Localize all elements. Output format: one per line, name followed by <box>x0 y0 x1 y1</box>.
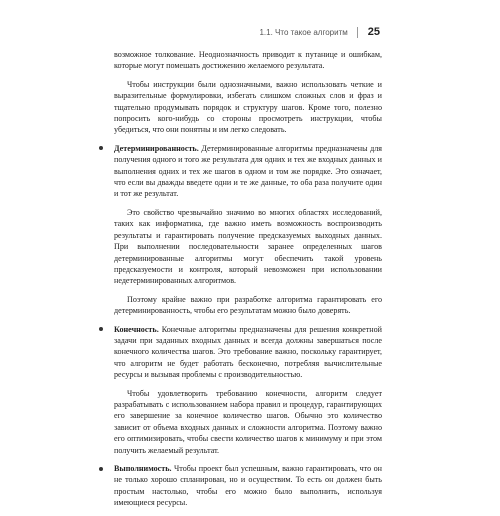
paragraph-determinism-conclusion: Поэтому крайне важно при разработке алгоритма гарантировать его детерминированность, чтобы его результатам можно было доверять. <box>114 294 382 316</box>
page-body <box>114 49 382 516</box>
term-determinism: Детерминированность. <box>114 143 199 153</box>
paragraph-unambiguous-instructions: Чтобы инструкции были однозначными, важно использовать четкие и выразительные формулировки, избегать слишком сложных слов и фраз и тщательно продумывать порядок и структуру шагов. Кроме того, полезно попросить кого-нибудь со стороны просмотреть инструкции, чтобы убедиться, что они понятны и им легко следовать. <box>114 79 382 135</box>
bullet-feasibility <box>114 463 382 509</box>
bullet-finiteness <box>114 324 382 381</box>
bullet-determinism <box>114 143 382 200</box>
page-number: 25 <box>367 26 380 38</box>
bullet-determinism-text: Детерминированные алгоритмы предназначены для получения одного и того же результата для одних и тех же входных данных и выполнения одних и тех же шагов в одном и том же порядке. Это означает, что если вы дважды введете одни и те же данные, то оба раза получите один и тот же результат. <box>114 143 382 199</box>
paragraph-continuation: возможное толкование. Неоднозначность приводит к путанице и ошибкам, которые могут помешать достижению желаемого результата. <box>114 50 382 71</box>
bullet-icon <box>99 327 103 331</box>
term-finiteness: Конечность. <box>114 324 159 334</box>
bullet-icon <box>99 467 103 471</box>
page-header <box>259 26 380 38</box>
bullet-feasibility-text: Чтобы проект был успешным, важно гарантировать, что он не только хорошо спланирован, но и осуществим. То есть он должен быть простым настолько, чтобы его можно было выполнить, используя имеющиеся ресурсы. <box>114 464 382 508</box>
bullet-finiteness-text: Конечные алгоритмы предназначены для решения конкретной задачи при заданных входных данных и всегда должны завершаться после конечного количества шагов. Это требование важно, поскольку гарантирует, что алгоритм не будет работать бесконечно, потребляя вычислительные ресурсы и вызывая проблемы с производительностью. <box>114 324 382 380</box>
running-section-title: 1.1. Что такое алгоритм <box>259 27 357 38</box>
term-feasibility: Выполнимость. <box>114 464 172 473</box>
paragraph-finiteness-requirement: Чтобы удовлетворить требованию конечности, алгоритм следует разрабатывать с использованием набора правил и процедур, гарантирующих его завершение за конечное количество шагов. Обычно это количество зависит от объема входных данных и сложности алгоритма. Поэтому важно его оптимизировать, чтобы свести количество шагов к минимуму и при этом получить желаемый результат. <box>114 388 382 455</box>
paragraph-determinism-importance: Это свойство чрезвычайно значимо во многих областях исследований, таких как информатика, где важно иметь возможность воспроизводить результаты и гарантировать получение предсказуемых выходных данных. При выполнении последовательности заранее определенных шагов детерминированные алгоритмы могут обеспечить такой уровень предсказуемости и контроля, который невозможен при использовании недетерминированных алгоритмов. <box>114 207 382 286</box>
bullet-icon <box>99 146 103 150</box>
